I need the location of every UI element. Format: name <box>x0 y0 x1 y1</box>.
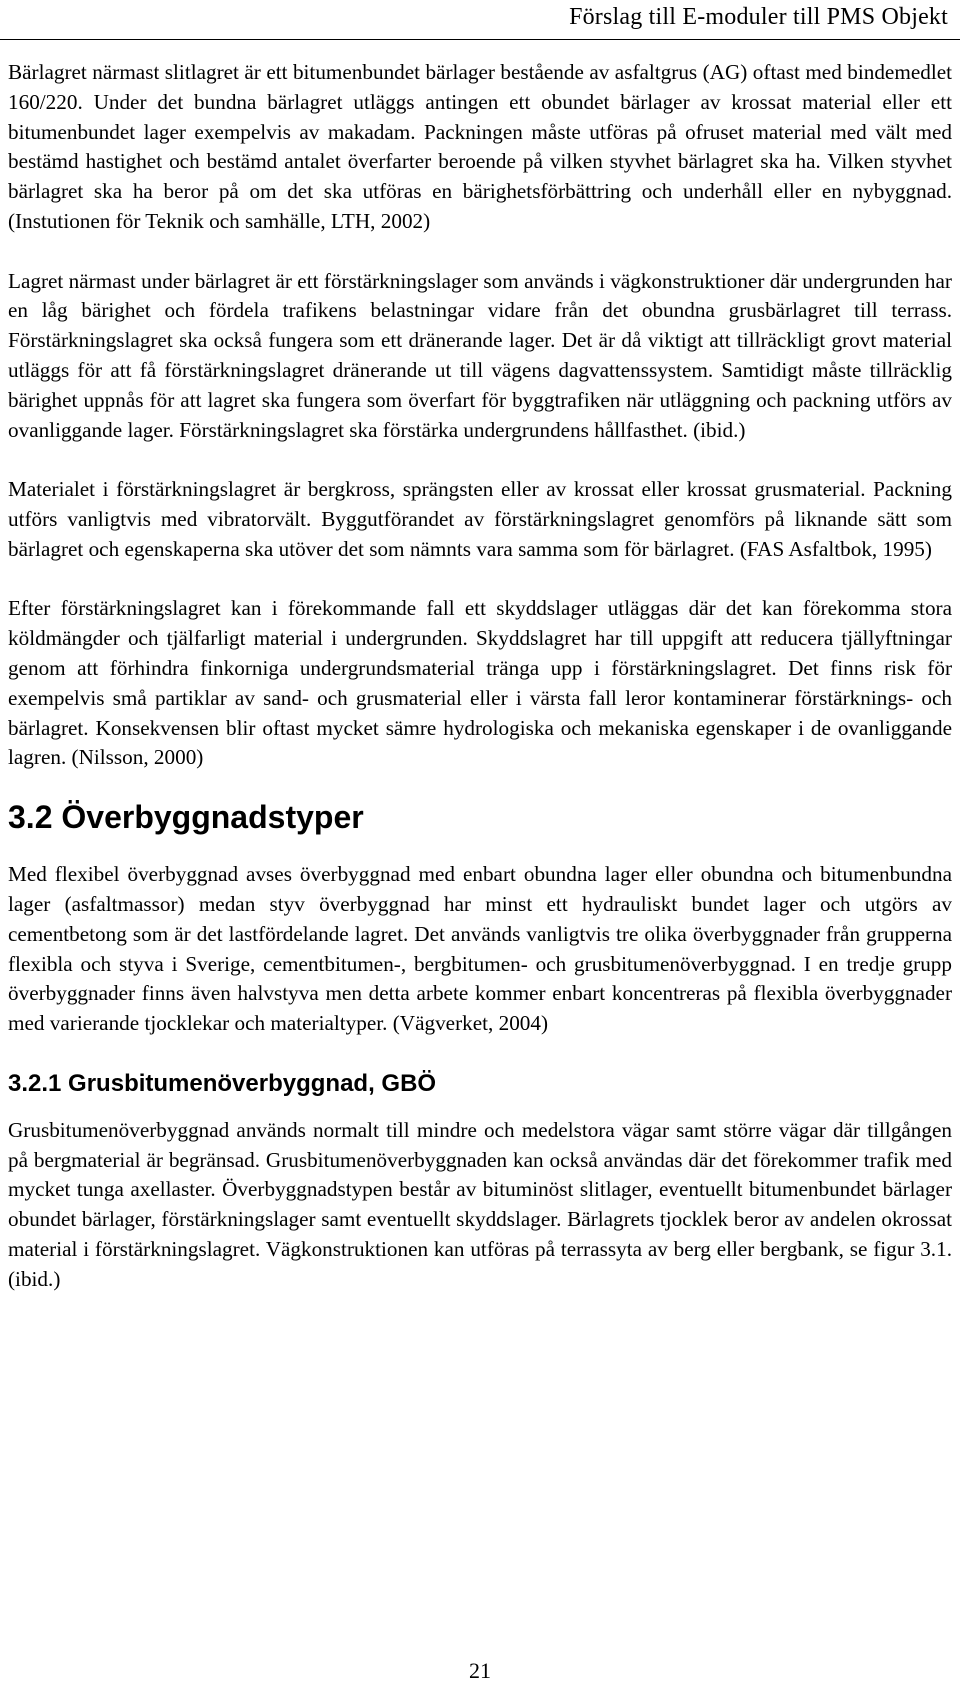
subsection-paragraph: Grusbitumenöverbyggnad används normalt till mindre och medelstora vägar samt större vägar där tillgången på bergmaterial är begränsad. Grusbitumenöverbyggnaden kan också användas där det förekommer trafik med mycket tunga axellaster. Överbyggnadstypen består av bituminöst slitlager, eventuellt bitumenbundet bärlager obundet bärlager, förstärkningslager samt eventuellt skyddslager. Bärlagrets tjocklek beror av andelen okrossat material i förstärkningslagret. Vägkonstruktionen kan utföras på terrassyta av berg eller bergbank, se figur 3.1. (ibid.) <box>8 1117 952 1291</box>
body-text <box>8 58 952 1324</box>
section-heading: 3.2 Överbyggnadstyper <box>8 799 364 836</box>
paragraph-barlager: Bärlagret närmast slitlagret är ett bitumenbundet bärlager bestående av asfaltgrus (AG) oftast med bindemedlet 160/220. Under det bundna bärlagret utläggs antingen ett obundet bärlager av krossat material eller ett bitumenbundet lager exempelvis av makadam. Packningen måste utföras på ofruset material med vält med bestämd hastighet och bestämd antalet överfarter beroende på vilken styvhet bärlagret ska ha. Vilken styvhet bärlagret ska ha beror på om det ska utföras en bärighetsförbättring och underhåll eller en nybyggnad. (Instutionen för Teknik och samhälle, LTH, 2002) <box>8 60 952 233</box>
paragraph-material: Materialet i förstärkningslagret är bergkross, sprängsten eller av krossat eller krossat grusmaterial. Packning utförs vanligtvis med vibratorvält. Byggutförandet av förstärkningslagret genomförs på liknande sätt som bärlagret och egenskaperna ska utöver det som nämnts vara samma som för bärlagret. (FAS Asfaltbok, 1995) <box>8 477 952 561</box>
header-divider <box>0 39 960 40</box>
paragraph-skyddslager: Efter förstärkningslagret kan i förekommande fall ett skyddslager utläggas där det kan förekomma stora köldmängder och tjälfarligt material i undergrunden. Skyddslagret har till uppgift att reducera tjällyftningar genom att förhindra finkorniga undergrundsmaterial tränga upp i förstärkningslagret. Det finns risk för exempelvis små partiklar av sand- och grusmaterial eller i värsta fall leror kontaminerar förstärknings- och bärlagret. Konsekvensen blir oftast mycket sämre hydrologiska och mekaniska egenskaper i de ovanliggande lagren. (Nilsson, 2000) <box>8 596 952 770</box>
subsection-heading: 3.2.1 Grusbitumenöverbyggnad, GBÖ <box>8 1069 437 1097</box>
running-header: Förslag till E-moduler till PMS Objekt <box>569 4 948 30</box>
page-number: 21 <box>469 1658 491 1683</box>
section-paragraph: Med flexibel överbyggnad avses överbyggnad med enbart obundna lager eller obundna och bitumenbundna lager (asfaltmassor) medan styv överbyggnad har minst ett hydrauliskt bundet lager och utgörs av cementbetong som är det lastfördelande lagret. Det används vanligtvis tre olika överbyggnader från grupperna flexibla och styva i Sverige, cementbitumen-, bergbitumen- och grusbitumenöverbyggnad. I en tredje grupp överbyggnader finns även halvstyva men detta arbete kommer enbart koncentreras på flexibla överbyggnader med varierande tjocklekar och materialtyper. (Vägverket, 2004) <box>8 862 952 1036</box>
paragraph-forstarkningslager: Lagret närmast under bärlagret är ett förstärkningslager som används i vägkonstruktioner där undergrunden har en låg bärighet och fördela trafikens belastningar vidare från det obundna grusbärlagret till terrass. Förstärkningslagret ska också fungera som ett dränerande lager. Det är då viktigt att tillräckligt grovt material utläggs för att få förstärkningslagret dränerande ut till vägens dagvattenssystem. Samtidigt måste tillräcklig bärighet uppnås för att lagret ska fungera som överfart för byggtrafiken när utläggning och packning utförs av ovanliggande lager. Förstärkningslagret ska förstärka undergrundens hållfasthet. (ibid.) <box>8 268 952 442</box>
